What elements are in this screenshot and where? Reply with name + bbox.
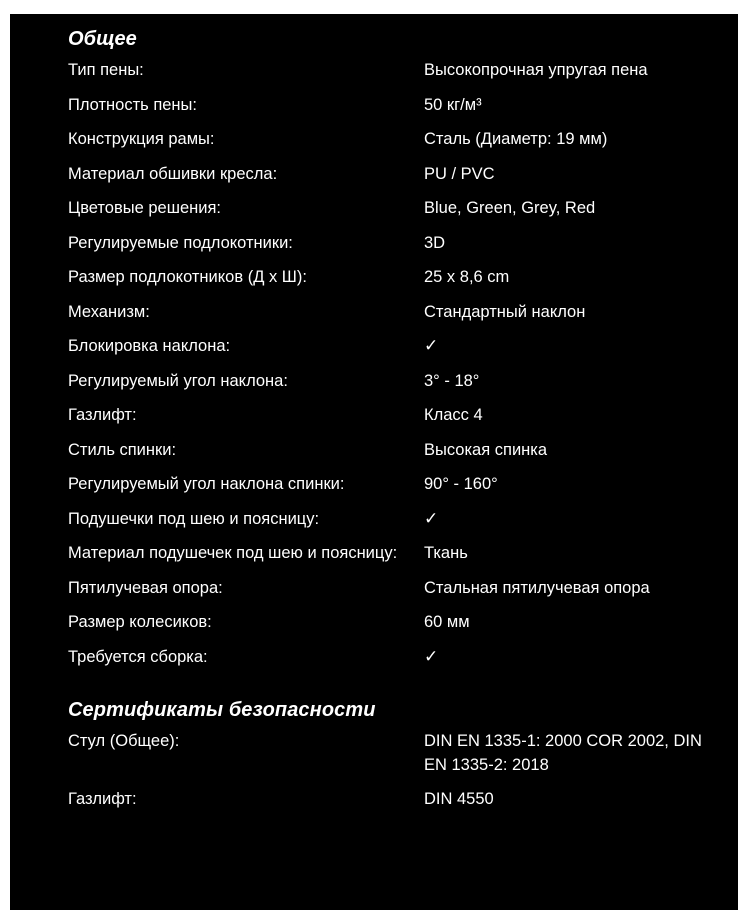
spec-value: DIN EN 1335-1: 2000 COR 2002, DIN EN 1335-2: 2018 <box>424 731 702 774</box>
spec-row <box>68 265 724 289</box>
spec-label: Размер колесиков: <box>68 613 212 631</box>
spec-label: Размер подлокотников (Д х Ш): <box>68 268 307 286</box>
spec-row <box>68 610 724 634</box>
section-title-safety-certificates: Сертификаты безопасности <box>68 698 376 721</box>
spec-row <box>68 231 724 255</box>
spec-label: Газлифт: <box>68 790 137 808</box>
spec-row <box>68 334 724 358</box>
spec-label: Требуется сборка: <box>68 647 208 666</box>
spec-value: 50 кг/м³ <box>424 95 482 114</box>
check-icon: ✓ <box>424 646 439 667</box>
spec-label: Механизм: <box>68 302 150 321</box>
spec-label: Стиль спинки: <box>68 440 177 459</box>
spec-row <box>68 787 724 811</box>
spec-value: Класс 4 <box>424 406 483 424</box>
spec-row <box>68 162 724 186</box>
section-title-general: Общее <box>68 28 137 50</box>
spec-value: 60 мм <box>424 613 470 631</box>
spec-value: 3D <box>424 233 446 252</box>
spec-row <box>68 58 724 82</box>
spec-row <box>68 472 724 496</box>
spec-row <box>68 729 724 777</box>
spec-label: Цветовые решения: <box>68 199 221 217</box>
spec-value: Сталь (Диаметр: 19 мм) <box>424 130 608 148</box>
spec-row <box>68 300 724 324</box>
spec-value: Blue, Green, Grey, Red <box>424 199 596 217</box>
spec-row <box>68 403 724 427</box>
spec-label: Пятилучевая опора: <box>68 578 223 597</box>
spec-value: Стальная пятилучевая опора <box>424 578 650 597</box>
spec-row <box>68 196 724 220</box>
spec-value: 25 x 8,6 cm <box>424 268 510 286</box>
check-icon: ✓ <box>424 336 439 356</box>
spec-row <box>68 438 724 462</box>
spec-value: Ткань <box>424 544 468 562</box>
spec-label: Конструкция рамы: <box>68 130 215 148</box>
spec-label: Плотность пены: <box>68 95 197 114</box>
spec-label: Подушечки под шею и поясницу: <box>68 509 320 528</box>
spec-label: Блокировка наклона: <box>68 337 231 355</box>
spec-row <box>68 369 724 393</box>
check-icon: ✓ <box>424 508 439 529</box>
spec-label: Газлифт: <box>68 406 137 424</box>
spec-label: Материал подушечек под шею и поясницу: <box>68 544 398 562</box>
spec-row <box>68 541 724 565</box>
spec-panel <box>10 14 738 910</box>
spec-value: 90° - 160° <box>424 475 498 493</box>
spec-label: Регулируемый угол наклона спинки: <box>68 475 345 493</box>
spec-value: PU / PVC <box>424 164 495 183</box>
spec-label: Регулируемые подлокотники: <box>68 233 293 252</box>
spec-row <box>68 507 724 531</box>
spec-label: Регулируемый угол наклона: <box>68 371 288 390</box>
spec-value: Высокая спинка <box>424 440 548 459</box>
spec-row <box>68 93 724 117</box>
spec-label: Тип пены: <box>68 61 144 79</box>
spec-row <box>68 127 724 151</box>
spec-label: Материал обшивки кресла: <box>68 164 278 183</box>
spec-value: Высокопрочная упругая пена <box>424 61 648 79</box>
spec-value: Стандартный наклон <box>424 302 586 321</box>
spec-value: 3° - 18° <box>424 371 480 390</box>
spec-row <box>68 645 724 669</box>
spec-row <box>68 576 724 600</box>
spec-value: DIN 4550 <box>424 790 494 808</box>
spec-label: Стул (Общее): <box>68 731 180 750</box>
